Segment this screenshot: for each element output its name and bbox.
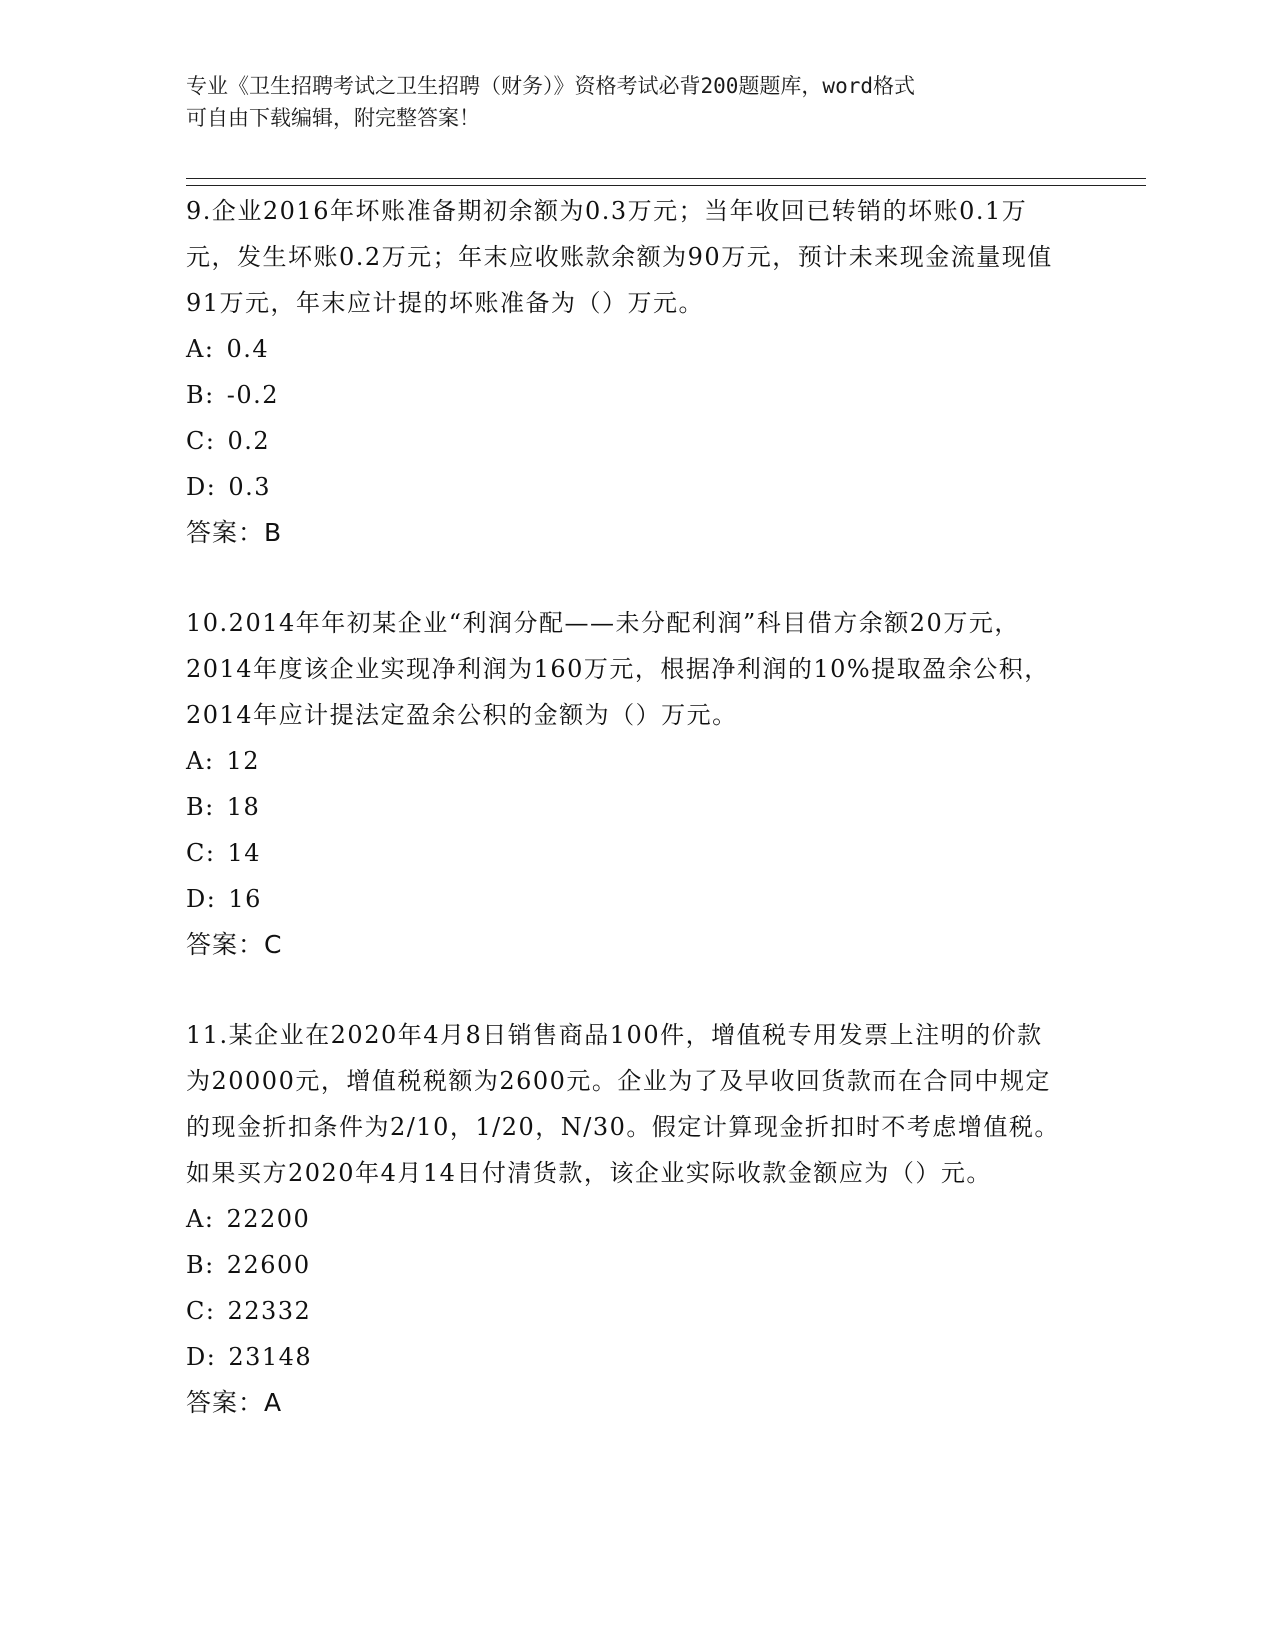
option-d: D: 16 (186, 885, 262, 913)
option-key: B (186, 381, 206, 409)
option-a: A: 22200 (186, 1205, 311, 1233)
option-b: B: 18 (186, 793, 261, 821)
option-key: A (186, 335, 205, 363)
option-value: 0.2 (227, 427, 271, 455)
question-stem: 10.2014年年初某企业“利润分配——未分配利润”科目借方余额20万元，2014年度该企业实现净利润为160万元，根据净利润的10%提取盈余公积，2014年应计提法定盈余公积的金额为（）万元。 (186, 609, 1050, 729)
option-key: B (186, 793, 206, 821)
question-stem: 11.某企业在2020年4月8日销售商品100件，增值税专用发票上注明的价款为20000元，增值税税额为2600元。企业为了及早收回货款而在合同中规定的现金折扣条件为2/10，1/20，N/30。假定计算现金折扣时不考虑增值税。如果买方2020年4月14日付清货款，该企业实际收款金额应为（）元。 (186, 1021, 1060, 1187)
option-value: -0.2 (226, 381, 280, 409)
question-9 (186, 188, 1066, 556)
option-value: 0.3 (228, 473, 272, 501)
option-value: 23148 (228, 1343, 313, 1371)
option-d: D: 23148 (186, 1343, 313, 1371)
option-value: 12 (226, 747, 260, 775)
option-b: B: 22600 (186, 1251, 311, 1279)
option-key: B (186, 1251, 206, 1279)
header-divider-bottom (186, 185, 1146, 186)
option-a: A: 12 (186, 747, 260, 775)
option-key: A (186, 747, 205, 775)
option-value: 22332 (227, 1297, 312, 1325)
question-11 (186, 1012, 1066, 1426)
answer-line: 答案：B (186, 518, 283, 547)
option-key: C (186, 427, 206, 455)
header-line-2: 可自由下载编辑，附完整答案！ (186, 106, 480, 130)
header-line-1: 专业《卫生招聘考试之卫生招聘（财务）》资格考试必背200题题库，word格式 (186, 74, 915, 98)
option-key: D (186, 473, 207, 501)
option-c: C: 22332 (186, 1297, 312, 1325)
option-key: D (186, 1343, 207, 1371)
header-divider-top (186, 178, 1146, 179)
answer-line: 答案：C (186, 930, 283, 959)
option-c: C: 0.2 (186, 427, 271, 455)
option-a: A: 0.4 (186, 335, 270, 363)
option-key: D (186, 885, 207, 913)
question-10 (186, 600, 1066, 968)
question-stem: 9.企业2016年坏账准备期初余额为0.3万元；当年收回已转销的坏账0.1万元，发生坏账0.2万元；年末应收账款余额为90万元，预计未来现金流量现值91万元，年末应计提的坏账准备为（）万元。 (186, 197, 1053, 317)
option-key: A (186, 1205, 205, 1233)
option-value: 22600 (226, 1251, 311, 1279)
option-c: C: 14 (186, 839, 262, 867)
option-key: C (186, 1297, 206, 1325)
answer-line: 答案：A (186, 1388, 283, 1417)
option-value: 0.4 (226, 335, 270, 363)
option-key: C (186, 839, 206, 867)
option-value: 14 (227, 839, 262, 867)
option-d: D: 0.3 (186, 473, 272, 501)
option-value: 18 (226, 793, 261, 821)
option-value: 16 (228, 885, 262, 913)
document-header (186, 70, 1086, 134)
option-b: B: -0.2 (186, 381, 280, 409)
option-value: 22200 (226, 1205, 311, 1233)
